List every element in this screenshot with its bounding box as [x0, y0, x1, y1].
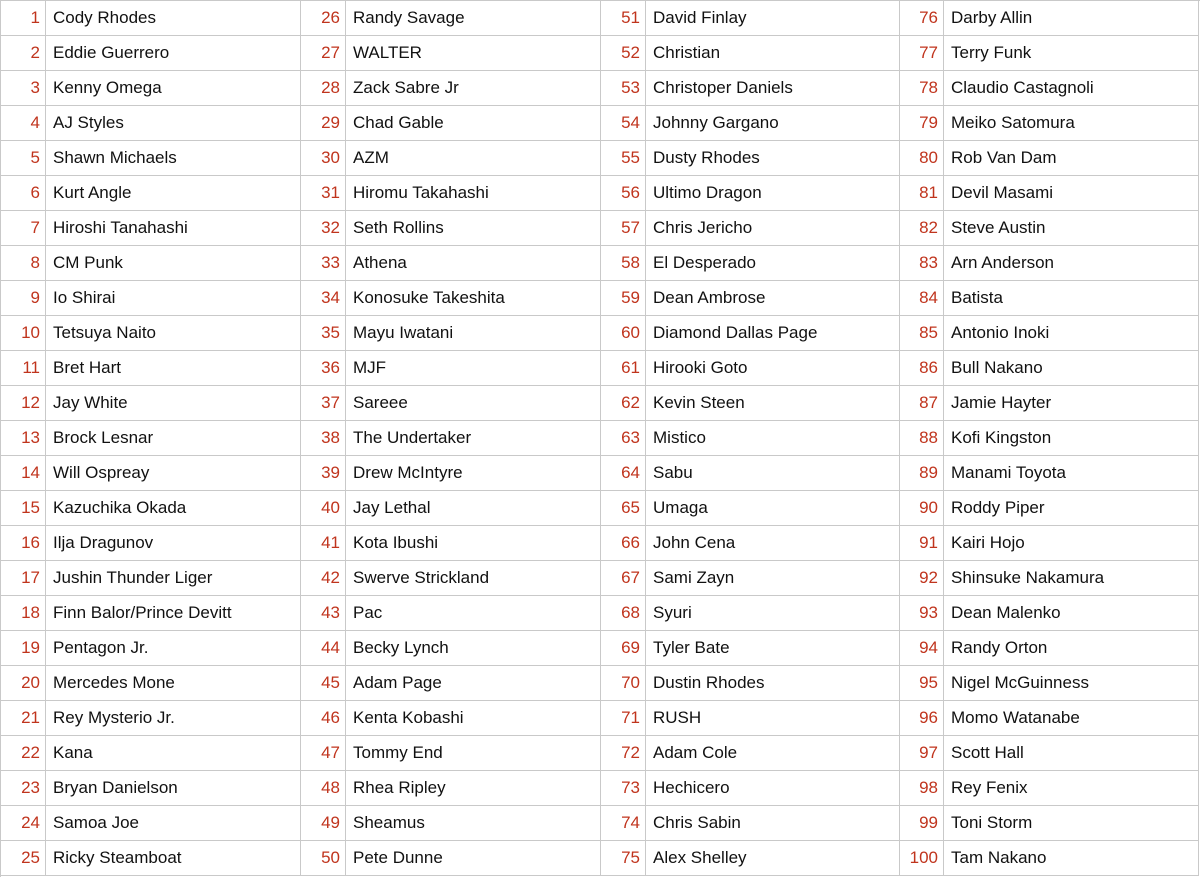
wrestler-name: David Finlay	[646, 1, 900, 36]
rank-number: 11	[1, 351, 46, 386]
wrestler-name: Cody Rhodes	[46, 1, 301, 36]
wrestler-name: Scott Hall	[944, 736, 1199, 771]
rank-number: 86	[900, 351, 944, 386]
rank-number: 38	[301, 421, 346, 456]
rank-number: 73	[601, 771, 646, 806]
rank-number: 25	[1, 841, 46, 876]
rank-number: 71	[601, 701, 646, 736]
rank-number: 63	[601, 421, 646, 456]
rank-number: 23	[1, 771, 46, 806]
rank-number: 78	[900, 71, 944, 106]
rank-number: 64	[601, 456, 646, 491]
wrestler-name: Samoa Joe	[46, 806, 301, 841]
rank-number: 39	[301, 456, 346, 491]
wrestler-name: Antonio Inoki	[944, 316, 1199, 351]
rank-number: 99	[900, 806, 944, 841]
wrestler-name: Tommy End	[346, 736, 601, 771]
rank-number: 26	[301, 1, 346, 36]
wrestler-name: Jay White	[46, 386, 301, 421]
rank-number: 41	[301, 526, 346, 561]
wrestler-name: Io Shirai	[46, 281, 301, 316]
wrestler-name: Bret Hart	[46, 351, 301, 386]
wrestler-name: MJF	[346, 351, 601, 386]
rank-number: 80	[900, 141, 944, 176]
rank-number: 77	[900, 36, 944, 71]
wrestler-name: Batista	[944, 281, 1199, 316]
rank-number: 50	[301, 841, 346, 876]
rank-number: 4	[1, 106, 46, 141]
rank-number: 2	[1, 36, 46, 71]
rank-number: 87	[900, 386, 944, 421]
wrestler-name: Mercedes Mone	[46, 666, 301, 701]
wrestler-name: AJ Styles	[46, 106, 301, 141]
rank-number: 66	[601, 526, 646, 561]
rank-number: 67	[601, 561, 646, 596]
wrestler-name: Tam Nakano	[944, 841, 1199, 876]
wrestler-name: Tyler Bate	[646, 631, 900, 666]
wrestler-name: The Undertaker	[346, 421, 601, 456]
rank-number: 65	[601, 491, 646, 526]
wrestler-name: Adam Cole	[646, 736, 900, 771]
rank-number: 83	[900, 246, 944, 281]
rank-number: 47	[301, 736, 346, 771]
wrestler-name: Swerve Strickland	[346, 561, 601, 596]
wrestler-name: Rob Van Dam	[944, 141, 1199, 176]
wrestler-name: El Desperado	[646, 246, 900, 281]
wrestler-name: Chris Jericho	[646, 211, 900, 246]
wrestler-name: Johnny Gargano	[646, 106, 900, 141]
rank-number: 24	[1, 806, 46, 841]
wrestler-name: Seth Rollins	[346, 211, 601, 246]
rank-number: 3	[1, 71, 46, 106]
rank-number: 37	[301, 386, 346, 421]
rank-number: 57	[601, 211, 646, 246]
rank-number: 59	[601, 281, 646, 316]
wrestler-name: Toni Storm	[944, 806, 1199, 841]
wrestler-name: Rey Mysterio Jr.	[46, 701, 301, 736]
rank-number: 96	[900, 701, 944, 736]
rank-number: 90	[900, 491, 944, 526]
wrestler-name: Manami Toyota	[944, 456, 1199, 491]
rank-number: 69	[601, 631, 646, 666]
wrestler-name: Mayu Iwatani	[346, 316, 601, 351]
rank-number: 52	[601, 36, 646, 71]
rank-number: 15	[1, 491, 46, 526]
wrestler-name: Chris Sabin	[646, 806, 900, 841]
rank-column	[301, 1, 346, 877]
rank-number: 18	[1, 596, 46, 631]
wrestler-name: Drew McIntyre	[346, 456, 601, 491]
wrestler-name: Mistico	[646, 421, 900, 456]
rank-number: 93	[900, 596, 944, 631]
wrestler-name: Bull Nakano	[944, 351, 1199, 386]
wrestler-name: Hechicero	[646, 771, 900, 806]
wrestler-name: Pentagon Jr.	[46, 631, 301, 666]
rank-number: 88	[900, 421, 944, 456]
wrestler-name: Adam Page	[346, 666, 601, 701]
rank-number: 53	[601, 71, 646, 106]
wrestler-name: Christian	[646, 36, 900, 71]
wrestler-name: Jamie Hayter	[944, 386, 1199, 421]
rank-number: 5	[1, 141, 46, 176]
wrestler-name: Rhea Ripley	[346, 771, 601, 806]
rank-number: 55	[601, 141, 646, 176]
rank-number: 54	[601, 106, 646, 141]
name-column	[944, 1, 1199, 877]
rank-number: 75	[601, 841, 646, 876]
rank-number: 45	[301, 666, 346, 701]
wrestler-name: Kenny Omega	[46, 71, 301, 106]
rank-number: 49	[301, 806, 346, 841]
rank-number: 31	[301, 176, 346, 211]
rank-number: 92	[900, 561, 944, 596]
rank-number: 72	[601, 736, 646, 771]
rank-number: 33	[301, 246, 346, 281]
wrestler-name: Pete Dunne	[346, 841, 601, 876]
wrestler-name: Kenta Kobashi	[346, 701, 601, 736]
wrestler-name: Kurt Angle	[46, 176, 301, 211]
wrestler-name: Sareee	[346, 386, 601, 421]
wrestler-name: Umaga	[646, 491, 900, 526]
wrestler-name: Christoper Daniels	[646, 71, 900, 106]
wrestler-name: Eddie Guerrero	[46, 36, 301, 71]
rank-number: 82	[900, 211, 944, 246]
wrestler-name: Bryan Danielson	[46, 771, 301, 806]
rank-number: 20	[1, 666, 46, 701]
rank-number: 36	[301, 351, 346, 386]
wrestler-name: Randy Orton	[944, 631, 1199, 666]
wrestler-name: Pac	[346, 596, 601, 631]
rank-number: 84	[900, 281, 944, 316]
rank-number: 30	[301, 141, 346, 176]
wrestler-name: Momo Watanabe	[944, 701, 1199, 736]
wrestler-name: Meiko Satomura	[944, 106, 1199, 141]
rank-number: 97	[900, 736, 944, 771]
rank-number: 28	[301, 71, 346, 106]
rank-number: 61	[601, 351, 646, 386]
wrestler-name: Brock Lesnar	[46, 421, 301, 456]
rank-number: 46	[301, 701, 346, 736]
rank-number: 51	[601, 1, 646, 36]
wrestler-name: Dean Malenko	[944, 596, 1199, 631]
wrestler-name: Sami Zayn	[646, 561, 900, 596]
rank-number: 62	[601, 386, 646, 421]
rank-number: 74	[601, 806, 646, 841]
rank-number: 79	[900, 106, 944, 141]
rank-number: 29	[301, 106, 346, 141]
rank-number: 60	[601, 316, 646, 351]
rank-number: 34	[301, 281, 346, 316]
wrestler-name: Kofi Kingston	[944, 421, 1199, 456]
wrestler-name: Devil Masami	[944, 176, 1199, 211]
rank-number: 35	[301, 316, 346, 351]
wrestler-name: Ricky Steamboat	[46, 841, 301, 876]
rank-column	[601, 1, 646, 877]
rank-number: 89	[900, 456, 944, 491]
rank-number: 13	[1, 421, 46, 456]
wrestler-name: Darby Allin	[944, 1, 1199, 36]
wrestler-name: Terry Funk	[944, 36, 1199, 71]
wrestler-name: Randy Savage	[346, 1, 601, 36]
wrestler-name: Nigel McGuinness	[944, 666, 1199, 701]
rank-number: 42	[301, 561, 346, 596]
rank-number: 21	[1, 701, 46, 736]
rank-number: 44	[301, 631, 346, 666]
rank-number: 16	[1, 526, 46, 561]
wrestler-name: Becky Lynch	[346, 631, 601, 666]
rank-number: 9	[1, 281, 46, 316]
wrestler-name: Alex Shelley	[646, 841, 900, 876]
rank-number: 19	[1, 631, 46, 666]
wrestler-name: Sabu	[646, 456, 900, 491]
wrestler-name: Konosuke Takeshita	[346, 281, 601, 316]
wrestler-name: Finn Balor/Prince Devitt	[46, 596, 301, 631]
wrestler-name: Dean Ambrose	[646, 281, 900, 316]
name-column	[646, 1, 900, 877]
wrestler-name: Arn Anderson	[944, 246, 1199, 281]
rank-number: 94	[900, 631, 944, 666]
wrestler-name: Hiromu Takahashi	[346, 176, 601, 211]
wrestler-name: Roddy Piper	[944, 491, 1199, 526]
wrestler-name: Rey Fenix	[944, 771, 1199, 806]
rank-number: 81	[900, 176, 944, 211]
wrestler-name: Syuri	[646, 596, 900, 631]
rank-number: 43	[301, 596, 346, 631]
wrestler-name: Athena	[346, 246, 601, 281]
rank-number: 95	[900, 666, 944, 701]
rank-number: 6	[1, 176, 46, 211]
rank-number: 12	[1, 386, 46, 421]
wrestler-name: Shinsuke Nakamura	[944, 561, 1199, 596]
rank-number: 14	[1, 456, 46, 491]
wrestler-name: John Cena	[646, 526, 900, 561]
rank-number: 40	[301, 491, 346, 526]
rank-column	[1, 1, 46, 877]
wrestler-name: Zack Sabre Jr	[346, 71, 601, 106]
wrestler-name: Chad Gable	[346, 106, 601, 141]
wrestler-name: Diamond Dallas Page	[646, 316, 900, 351]
rank-number: 17	[1, 561, 46, 596]
rank-number: 7	[1, 211, 46, 246]
rank-number: 27	[301, 36, 346, 71]
wrestler-name: Tetsuya Naito	[46, 316, 301, 351]
rank-number: 68	[601, 596, 646, 631]
rank-number: 32	[301, 211, 346, 246]
wrestler-name: CM Punk	[46, 246, 301, 281]
wrestler-name: AZM	[346, 141, 601, 176]
wrestler-name: Will Ospreay	[46, 456, 301, 491]
rank-number: 22	[1, 736, 46, 771]
wrestler-name: Jay Lethal	[346, 491, 601, 526]
rank-number: 58	[601, 246, 646, 281]
rank-number: 10	[1, 316, 46, 351]
wrestler-name: Steve Austin	[944, 211, 1199, 246]
rank-number: 48	[301, 771, 346, 806]
wrestler-name: Hirooki Goto	[646, 351, 900, 386]
wrestler-name: Kairi Hojo	[944, 526, 1199, 561]
rank-number: 1	[1, 1, 46, 36]
rank-number: 56	[601, 176, 646, 211]
rank-number: 91	[900, 526, 944, 561]
wrestler-name: Claudio Castagnoli	[944, 71, 1199, 106]
wrestler-name: WALTER	[346, 36, 601, 71]
name-column	[46, 1, 301, 877]
wrestler-name: Kevin Steen	[646, 386, 900, 421]
wrestler-name: Dustin Rhodes	[646, 666, 900, 701]
wrestler-name: Kana	[46, 736, 301, 771]
rank-number: 100	[900, 841, 944, 876]
rank-number: 8	[1, 246, 46, 281]
wrestler-name: RUSH	[646, 701, 900, 736]
rank-number: 98	[900, 771, 944, 806]
wrestler-name: Shawn Michaels	[46, 141, 301, 176]
wrestler-name: Kota Ibushi	[346, 526, 601, 561]
rank-number: 70	[601, 666, 646, 701]
wrestler-name: Hiroshi Tanahashi	[46, 211, 301, 246]
rank-number: 76	[900, 1, 944, 36]
wrestler-name: Jushin Thunder Liger	[46, 561, 301, 596]
wrestler-name: Kazuchika Okada	[46, 491, 301, 526]
wrestler-name: Ilja Dragunov	[46, 526, 301, 561]
rank-number: 85	[900, 316, 944, 351]
name-column	[346, 1, 601, 877]
rank-column	[900, 1, 944, 877]
wrestler-name: Ultimo Dragon	[646, 176, 900, 211]
wrestler-name: Dusty Rhodes	[646, 141, 900, 176]
wrestler-name: Sheamus	[346, 806, 601, 841]
